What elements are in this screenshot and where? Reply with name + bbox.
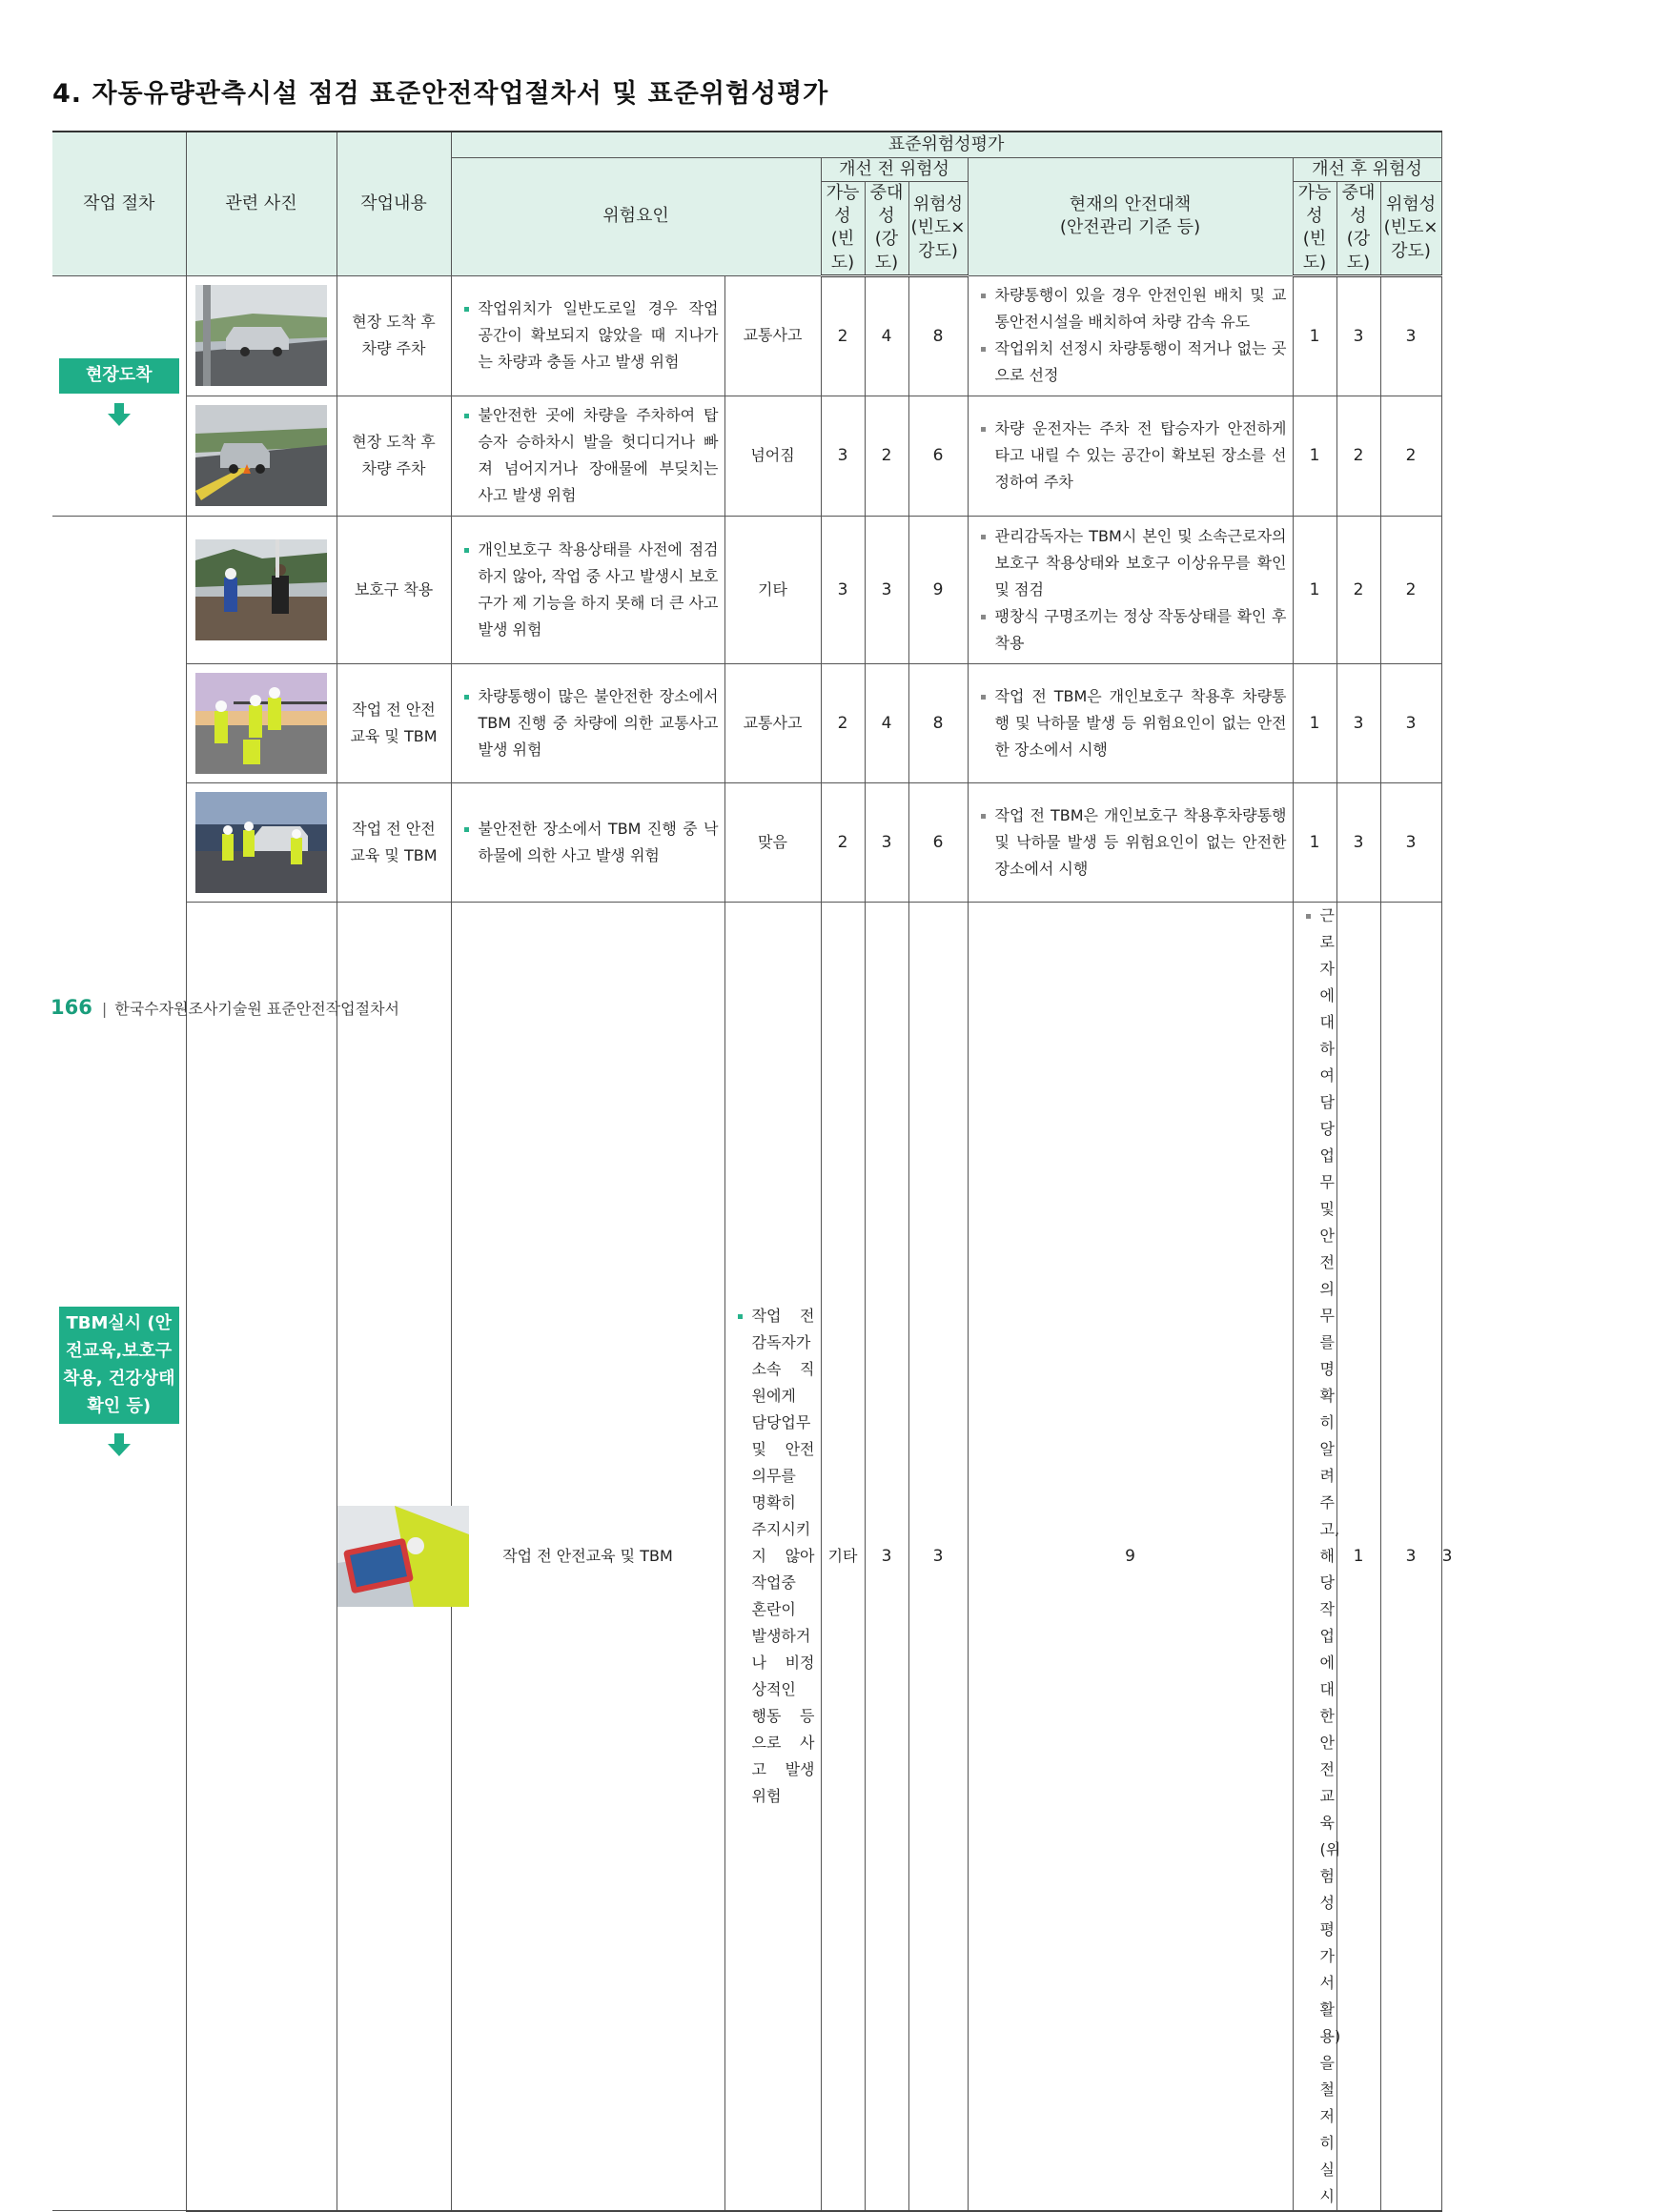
before-likelihood: 3 [821,516,865,663]
table-row: 작업 전 안전교육 및 TBM 작업 전 감독자가 소속 직원에게 담당업무 및 안전의무를 명확히 주지시키지 않아 작업중 혼란이 발생하거나 비정상적인 행동 등으로 사고 발생 위험 기타 3 3 9 근로자에 대하여 담당업무 및 안전의무를 명확히 알려주고, 해당 작업에 대한 안전교육(위험성평가서 활용)을 철저히 실시 1 3 3 [52,902,1441,2211]
content-cell: 작업 전 안전교육 및 TBM [451,902,724,2211]
table-row [52,516,1441,663]
after-likelihood: 1 [1336,902,1380,2211]
hazard-text: 개인보호구 착용상태를 사전에 점검하지 않아, 작업 중 사고 발생시 보호구가 제 기능을 하지 못해 더 큰 사고 발생 위험 [479,537,719,643]
step-cell-arrival [52,275,186,516]
current-subtitle: (안전관리 기준 등) [1059,217,1201,238]
eval-group-header: 표준위험성평가 [451,132,1441,157]
before-risk: 8 [908,663,968,782]
after-likelihood: 1 [1293,516,1336,663]
content-cell: 작업 전 안전교육 및 TBM [337,782,451,902]
measure-text: 차량 운전자는 주차 전 탑승자가 안전하게 타고 내릴 수 있는 공간이 확보된 장소를 선정하여 주차 [995,416,1287,496]
after-risk: 3 [1380,663,1441,782]
table-row [52,396,1441,516]
photo-tbm-meeting [195,673,327,774]
before-severity: 3 [865,782,908,902]
page-number: 166 [51,996,92,1019]
measure-text: 작업위치 선정시 차량통행이 적거나 없는 곳으로 선정 [995,335,1287,389]
photo-tablet-briefing [337,1506,469,1607]
step-label-arrival: 현장도착 [59,358,179,394]
photo-protective-gear [195,539,327,640]
measures-cell [968,396,1293,516]
before-risk-header: 위험성 (빈도×강도) [908,181,968,275]
before-severity-header: 중대성 (강도) [865,181,908,275]
hazard-cell [451,663,724,782]
photo-cell [186,663,337,782]
measure-text: 차량통행이 있을 경우 안전인원 배치 및 교통안전시설을 배치하여 차량 감속 유도 [995,282,1287,335]
before-risk: 9 [968,902,1293,2211]
table-row [52,275,1441,396]
hazard-text: 불안전한 곳에 차량을 주차하여 탑승자 승하차시 발을 헛디디거나 빠져 넘어지거나 장애물에 부딪치는 사고 발생 위험 [479,402,719,509]
hazard-type-cell: 교통사고 [724,275,821,396]
after-severity: 3 [1380,902,1441,2211]
hazard-type-cell: 교통사고 [724,663,821,782]
hazard-text: 불안전한 장소에서 TBM 진행 중 낙하물에 의한 사고 발생 위험 [479,816,719,869]
photo-parked-van [195,405,327,506]
photo-cell [337,902,451,2211]
photo-cell [186,275,337,396]
before-risk: 6 [908,396,968,516]
after-risk: 2 [1380,396,1441,516]
hazard-type-cell: 넘어짐 [724,396,821,516]
after-severity: 2 [1336,396,1380,516]
after-likelihood: 1 [1293,782,1336,902]
page-footer [51,996,399,1019]
col-current-header [968,157,1293,275]
measure-text: 작업 전 TBM은 개인보호구 착용후 차량통행 및 낙하물 발생 등 위험요인이 없는 안전한 장소에서 시행 [995,683,1287,763]
before-likelihood: 2 [821,782,865,902]
col-step-header: 작업 절차 [52,132,186,275]
before-risk: 8 [908,275,968,396]
after-risk-header: 위험성 (빈도×강도) [1380,181,1441,275]
before-risk: 6 [908,782,968,902]
measures-cell [1293,902,1341,2211]
step-cell-tbm [52,516,186,2211]
after-risk: 3 [1380,782,1441,902]
measures-cell [968,275,1293,396]
after-group-header: 개선 후 위험성 [1293,157,1441,181]
current-title: 현재의 안전대책 [1069,193,1192,214]
before-group-header: 개선 전 위험성 [821,157,968,181]
col-hazard-header: 위험요인 [451,157,821,275]
hazard-cell [724,902,821,2211]
after-severity: 3 [1336,782,1380,902]
photo-cell [186,782,337,902]
photo-cell [186,396,337,516]
measure-text: 관리감독자는 TBM시 본인 및 소속근로자의 보호구 착용상태와 보호구 이상유무를 확인 및 점검 [995,523,1287,603]
page-title: 4. 자동유량관측시설 점검 표준안전작업절차서 및 표준위험성평가 [52,79,829,109]
measure-text: 작업 전 TBM은 개인보호구 착용후차량통행 및 낙하물 발생 등 위험요인이 없는 안전한 장소에서 시행 [995,802,1287,883]
col-content-header: 작업내용 [337,132,451,275]
hazard-cell [451,396,724,516]
before-likelihood: 2 [821,275,865,396]
hazard-cell [451,275,724,396]
photo-cell [186,516,337,663]
content-cell: 현장 도착 후 차량 주차 [337,396,451,516]
after-severity: 2 [1336,516,1380,663]
col-photo-header: 관련 사진 [186,132,337,275]
after-likelihood: 1 [1293,275,1336,396]
arrow-down-icon [106,401,133,428]
measures-cell [968,516,1293,663]
before-severity: 3 [908,902,968,2211]
measures-cell [968,663,1293,782]
measures-cell [968,782,1293,902]
measure-text: 팽창식 구명조끼는 정상 작동상태를 확인 후 착용 [995,603,1287,657]
hazard-text: 작업 전 감독자가 소속 직원에게 담당업무 및 안전의무를 명확히 주지시키지 않아 작업중 혼란이 발생하거나 비정상적인 행동 등으로 사고 발생 위험 [752,1303,815,1810]
before-likelihood-header: 가능성 (빈도) [821,181,865,275]
arrow-down-icon [106,1431,133,1458]
content-cell: 작업 전 안전교육 및 TBM [337,663,451,782]
after-risk: 3 [1380,275,1441,396]
publisher-name: 한국수자원조사기술원 표준안전작업절차서 [114,1000,399,1018]
after-likelihood: 1 [1293,396,1336,516]
before-likelihood: 2 [821,663,865,782]
risk-assessment-table [52,131,1453,2212]
before-likelihood: 3 [865,902,908,2211]
measure-text: 근로자에 대하여 담당업무 및 안전의무를 명확히 알려주고, 해당 작업에 대한 안전교육(위험성평가서 활용)을 철저히 실시 [1320,903,1331,2210]
after-severity: 3 [1336,663,1380,782]
after-severity-header: 중대성 (강도) [1336,181,1380,275]
before-severity: 4 [865,663,908,782]
before-severity: 3 [865,516,908,663]
content-cell: 보호구 착용 [337,516,451,663]
after-likelihood-header: 가능성 (빈도) [1293,181,1336,275]
table-row [52,782,1441,902]
photo-vehicle-roadside [195,285,327,386]
after-severity: 3 [1336,275,1380,396]
content-cell: 현장 도착 후 차량 주차 [337,275,451,396]
after-likelihood: 1 [1293,663,1336,782]
hazard-cell [451,516,724,663]
before-severity: 2 [865,396,908,516]
hazard-type-cell: 맞음 [724,782,821,902]
before-likelihood: 3 [821,396,865,516]
footer-separator: | [101,1000,108,1018]
table-row [52,663,1441,782]
before-severity: 4 [865,275,908,396]
hazard-text: 차량통행이 많은 불안전한 장소에서 TBM 진행 중 차량에 의한 교통사고 발생 위험 [479,683,719,763]
hazard-type-cell: 기타 [724,516,821,663]
before-risk: 9 [908,516,968,663]
hazard-text: 작업위치가 일반도로일 경우 작업 공간이 확보되지 않았을 때 지나가는 차량과 충돌 사고 발생 위험 [479,295,719,375]
hazard-cell [451,782,724,902]
step-cell-empty [186,902,337,2211]
step-label-tbm: TBM실시 (안전교육,보호구 착용, 건강상태 확인 등) [59,1307,179,1424]
hazard-type-cell: 기타 [821,902,865,2211]
after-risk: 2 [1380,516,1441,663]
photo-tbm-evening [195,792,327,893]
